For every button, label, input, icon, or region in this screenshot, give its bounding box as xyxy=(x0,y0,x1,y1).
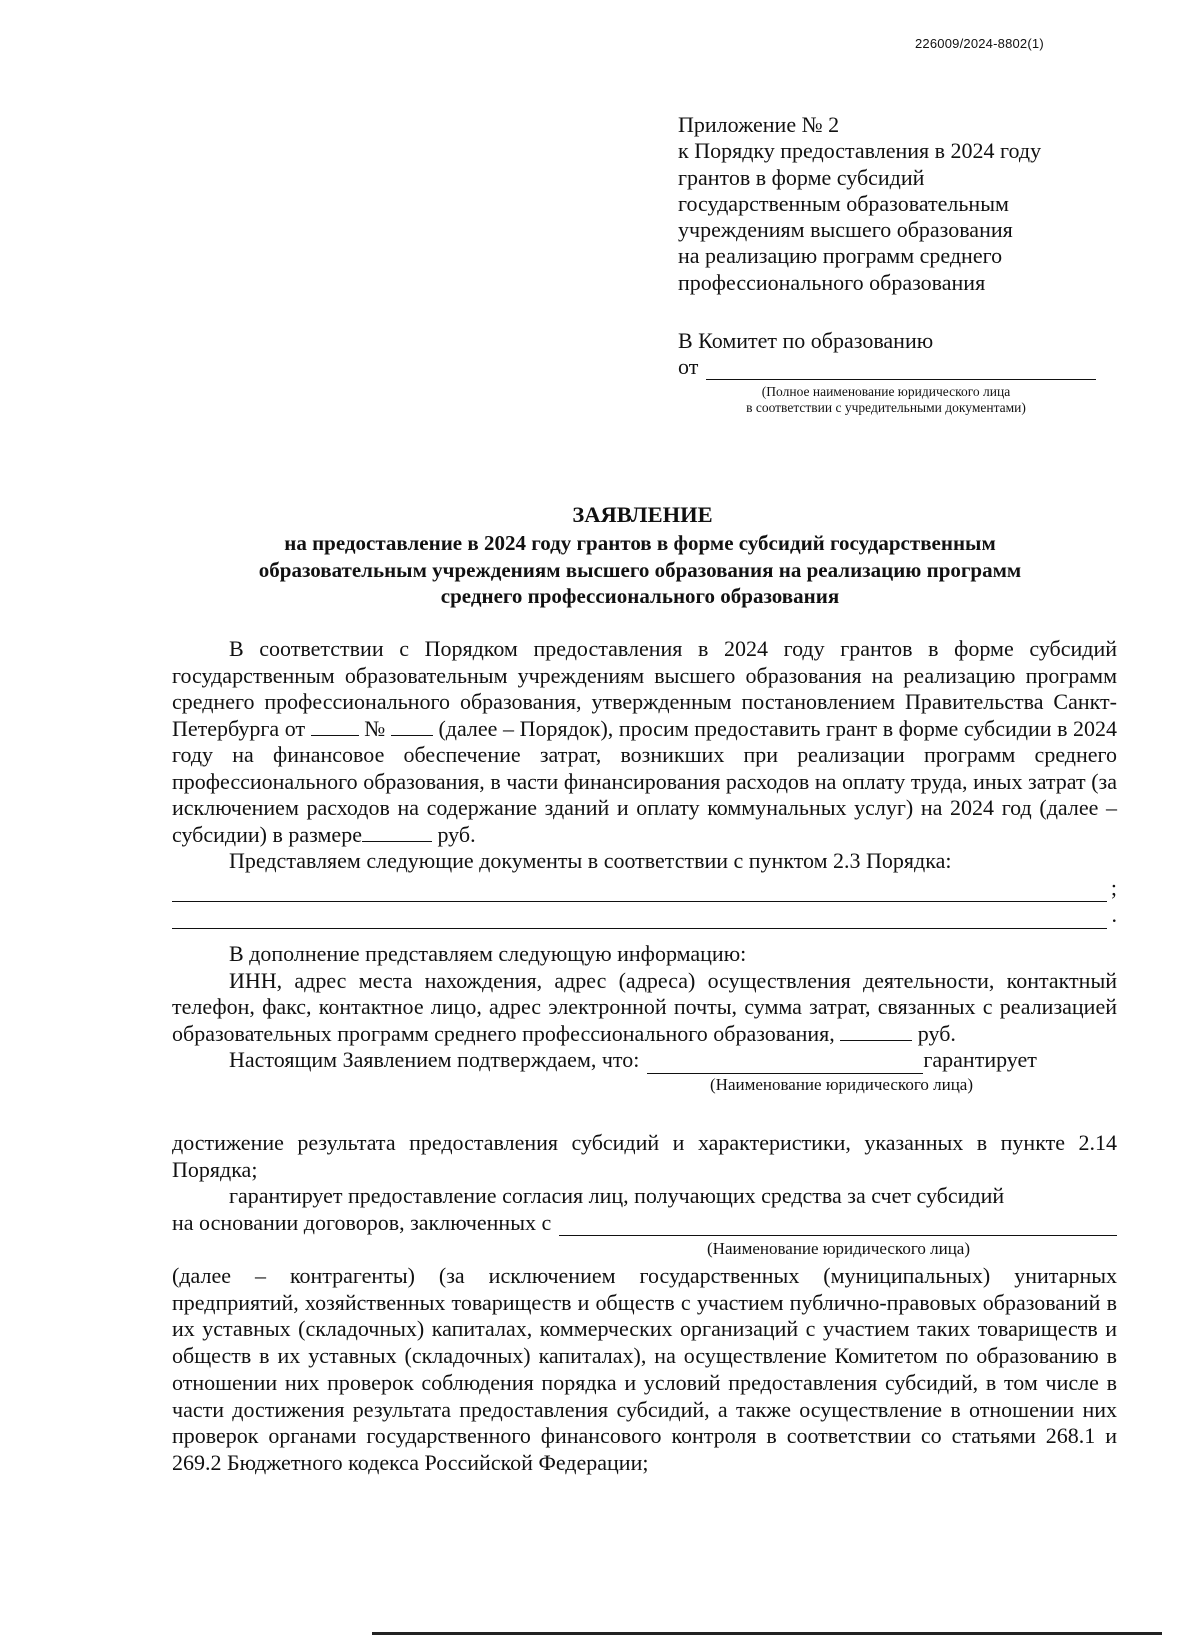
paragraph-text: (далее – контрагенты) (за исключением государственных (муниципальных) унитарных предприятий, хозяйственных товариществ и обществ с участием публично-правовых образований в их уставных (складочных) капиталах, коммерческих организаций с участием таких товариществ и обществ в их уставных (складочных) капиталах), на осуществление Комитетом по образованию в отношении них проверок соблюдения порядка и условий предоставления субсидий, в том числе в части достижения результата предоставления субсидий, а также осуществление в отношении них проверок органами государственного финансового контроля в соответствии со статьями 268.1 и 269.2 Бюджетного кодекса Российской Федерации; xyxy=(172,1263,1117,1475)
appendix-line: государственным образовательным xyxy=(678,190,1009,216)
appendix-line: Приложение № 2 xyxy=(678,112,840,137)
confirmation-row xyxy=(172,1047,1117,1074)
addressee-from-label: от xyxy=(678,354,699,379)
addressee-note-line: (Полное наименование юридического лица xyxy=(761,384,1011,399)
documents-field[interactable] xyxy=(172,908,1107,929)
currency-label: руб. xyxy=(917,1020,956,1046)
amount-field[interactable] xyxy=(362,823,432,842)
costs-field[interactable] xyxy=(840,1022,912,1041)
subtitle-line: среднего профессионального образования xyxy=(440,584,840,608)
main-paragraph xyxy=(172,636,1117,929)
documents-field[interactable] xyxy=(172,881,1107,902)
addressee-note xyxy=(686,384,1086,416)
appendix-block xyxy=(678,112,1098,296)
confirmation-text: Настоящим Заявлением подтверждаем, что: xyxy=(229,1047,640,1072)
addressee-from-row xyxy=(678,354,1098,380)
exceptions-paragraph xyxy=(172,1263,1117,1477)
additional-info-intro: В дополнение представляем следующую информацию: xyxy=(229,941,747,966)
paragraph-text: достижение результата предоставления субсидий и характеристики, указанных в пункте 2.14 Порядка; xyxy=(172,1130,1117,1182)
documents-intro: Представляем следующие документы в соответствии с пунктом 2.3 Порядка: xyxy=(229,848,952,873)
paragraph-text: В соответствии с Порядком предоставления в 2024 году грантов в форме субсидий государственным образовательным учреждениям высшего образования на реализацию программ среднего профессионального образования, утвержденным постановлением Правительства Санкт-Петербурга от xyxy=(172,636,1117,741)
appendix-line: профессионального образования xyxy=(678,269,986,295)
appendix-line: на реализацию программ среднего xyxy=(678,243,1003,269)
line-end: . xyxy=(1111,902,1117,927)
subtitle-line: на предоставление в 2024 году грантов в форме субсидий государственным xyxy=(284,531,996,555)
document-subtitle xyxy=(195,530,1085,610)
paragraph-text: ИНН, адрес места нахождения, адрес (адреса) осуществления деятельности, контактный телефон, факс, контактное лицо, адрес электронной почты, сумма затрат, связанных с реализацией образовательных программ среднего профессионального образования, xyxy=(172,967,1117,1046)
number-field[interactable] xyxy=(391,717,433,736)
subtitle-line: образовательным учреждениям высшего образования на реализацию программ xyxy=(258,557,1022,582)
legal-entity-note: (Наименование юридического лица) xyxy=(710,1074,974,1094)
addressee-block xyxy=(678,328,1098,416)
paragraph-text: гарантирует предоставление согласия лиц, получающих средства за счет субсидий xyxy=(229,1183,1005,1208)
additional-info xyxy=(172,941,1117,1095)
appendix-line: грантов в форме субсидий xyxy=(678,164,925,190)
contract-party-note: (Наименование юридического лица) xyxy=(707,1239,971,1258)
addressee-note-line: в соответствии с учредительными документами) xyxy=(746,400,1026,415)
number-sign: № xyxy=(364,715,386,741)
documents-line xyxy=(172,875,1117,902)
documents-line xyxy=(172,902,1117,929)
paragraph-text: на основании договоров, заключенных с xyxy=(172,1209,552,1235)
contract-row xyxy=(172,1210,1117,1237)
line-end: ; xyxy=(1110,875,1117,900)
appendix-line: учреждениям высшего образования xyxy=(678,217,1013,243)
page-bottom-rule xyxy=(372,1632,1162,1635)
document-title: ЗАЯВЛЕНИЕ xyxy=(572,502,713,527)
date-field[interactable] xyxy=(311,717,359,736)
addressee-from-field[interactable] xyxy=(706,359,1096,380)
appendix-line: к Порядку предоставления в 2024 году xyxy=(678,138,1042,164)
paragraph-text: (далее – Порядок), просим предоставить грант в форме субсидии в 2024 году на финансовое обеспечение затрат, возникших при реализации программ среднего профессионального образования, в части финансирования расходов на оплату труда, иных затрат (за исключением расходов на содержание зданий и оплату коммунальных услуг) на 2024 год (далее – субсидии) в размере xyxy=(172,715,1118,847)
guarantee-paragraph xyxy=(172,1130,1117,1259)
document-number: 226009/2024-8802(1) xyxy=(915,36,1044,51)
contract-party-field[interactable] xyxy=(559,1217,1117,1236)
legal-entity-field[interactable] xyxy=(647,1055,923,1074)
confirmation-text: гарантирует xyxy=(923,1047,1037,1072)
addressee-to: В Комитет по образованию xyxy=(678,328,934,353)
currency-label: руб. xyxy=(437,821,476,847)
